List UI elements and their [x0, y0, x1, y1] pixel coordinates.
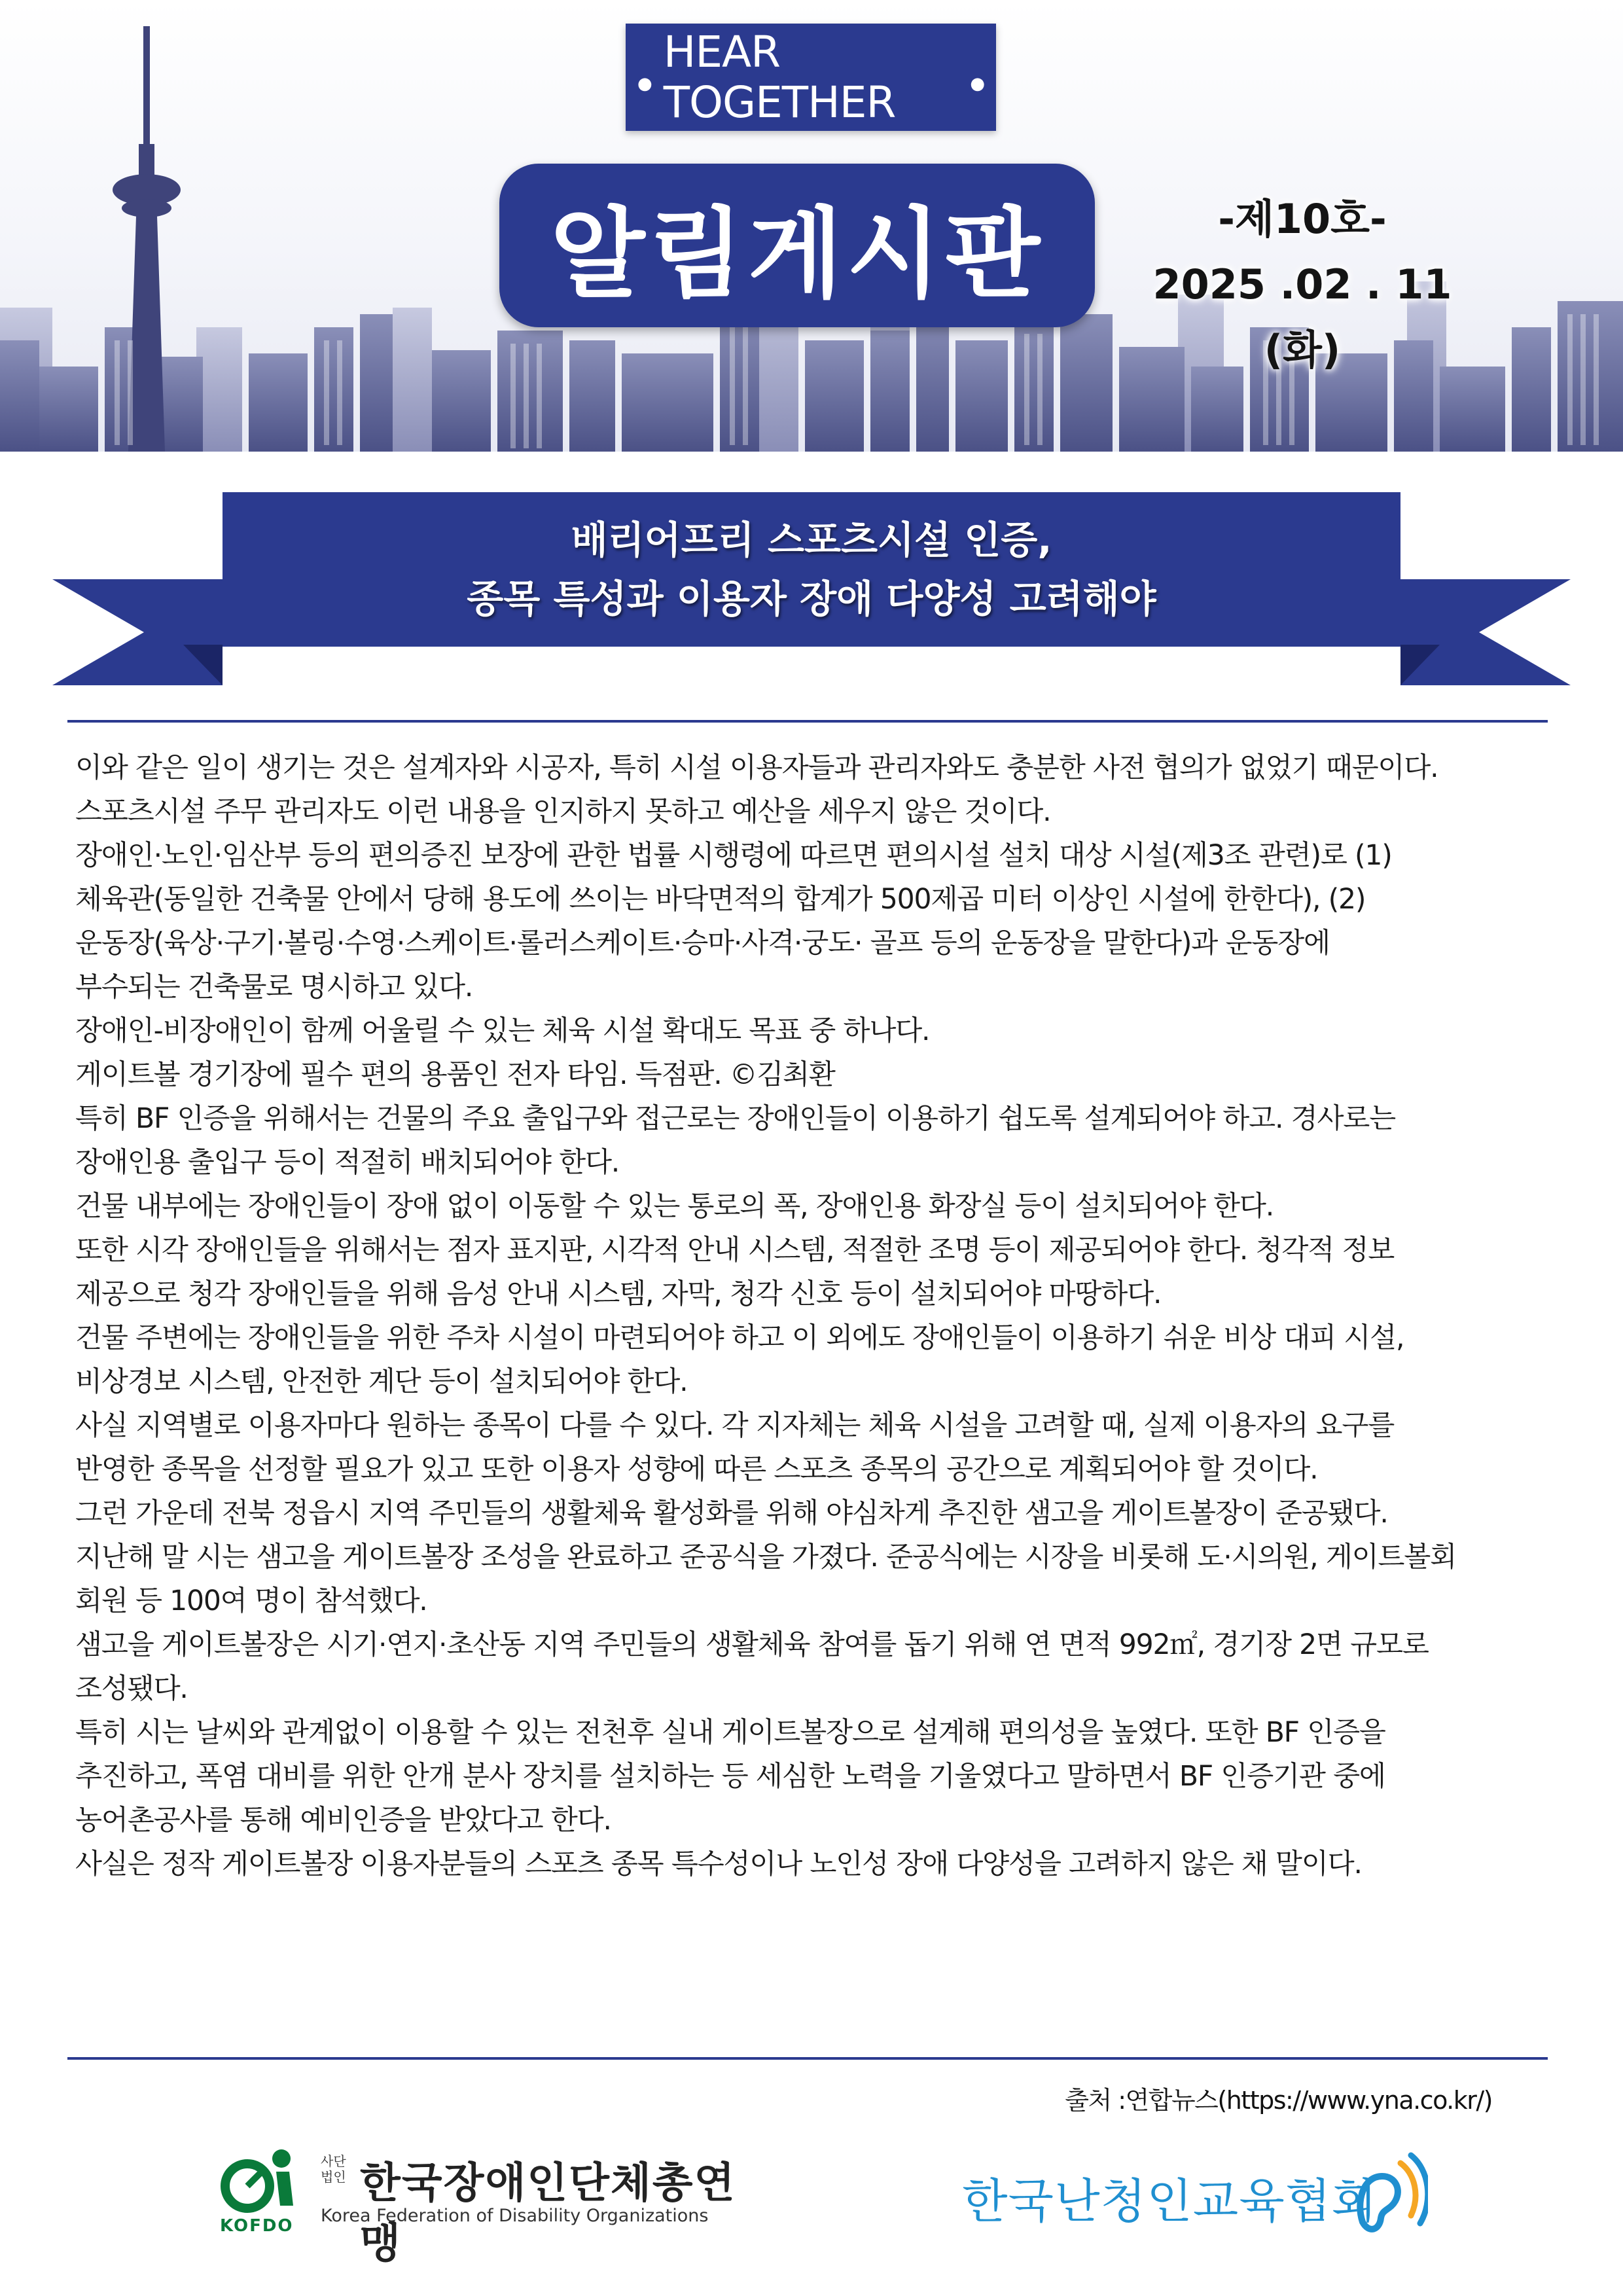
- body-line: 사실은 정작 게이트볼장 이용자분들의 스포츠 종목 특수성이나 노인성 장애 다양성을 고려하지 않은 채 말이다.: [75, 1848, 1362, 1880]
- body-line: 건물 주변에는 장애인들을 위한 주차 시설이 마련되어야 하고 이 외에도 장애인들이 이용하기 쉬운 비상 대피 시설,: [75, 1322, 1404, 1354]
- header: [0, 0, 1623, 452]
- body-line: 체육관(동일한 건축물 안에서 당해 용도에 쓰이는 바닥면적의 합계가 500제곱 미터 이상인 시설에 한한다), (2): [75, 884, 1366, 916]
- bottom-divider: [67, 2057, 1548, 2060]
- body-line: 특히 BF 인증을 위해서는 건물의 주요 출입구와 접근로는 장애인들이 이용하기 쉽도록 설계되어야 하고. 경사로는: [75, 1103, 1396, 1135]
- body-line: 스포츠시설 주무 관리자도 이런 내용을 인지하지 못하고 예산을 세우지 않은 것이다.: [75, 796, 1051, 828]
- body-line: 장애인·노인·임산부 등의 편의증진 보장에 관한 법률 시행령에 따르면 편의시설 설치 대상 시설(제3조 관련)로 (1): [75, 840, 1392, 872]
- body-line: 또한 시각 장애인들을 위해서는 점자 표지판, 시각적 안내 시스템, 적절한 조명 등이 제공되어야 한다. 청각적 정보: [75, 1234, 1395, 1266]
- body-line: 운동장(육상·구기·볼링·수영·스케이트·롤러스케이트·승마·사격·궁도· 골프 등의 운동장을 말한다)과 운동장에: [75, 927, 1330, 960]
- ear-icon: [1343, 2150, 1428, 2242]
- kofdo-logo: [216, 2140, 740, 2268]
- body-line: 농어촌공사를 통해 예비인증을 받았다고 한다.: [75, 1804, 611, 1837]
- issue-info: [1132, 187, 1472, 383]
- dot-left: ●: [637, 74, 652, 94]
- issue-date: 2025 .02 . 11 (화): [1152, 260, 1452, 374]
- body-line: 조성됐다.: [75, 1673, 188, 1705]
- body-line: 이와 같은 일이 생기는 것은 설계자와 시공자, 특히 시설 이용자들과 관리자와도 충분한 사전 협의가 없었기 때문이다.: [75, 752, 1438, 784]
- headline: [223, 492, 1400, 647]
- kofdo-name-en: Korea Federation of Disability Organizations: [321, 2206, 709, 2226]
- body-line: 건물 내부에는 장애인들이 장애 없이 이동할 수 있는 통로의 폭, 장애인용 화장실 등이 설치되어야 한다.: [75, 1191, 1274, 1223]
- body-line: 그런 가운데 전북 정읍시 지역 주민들의 생활체육 활성화를 위해 야심차게 추진한 샘고을 게이트볼장이 준공됐다.: [75, 1498, 1388, 1530]
- body-line: 반영한 종목을 선정할 필요가 있고 또한 이용자 성향에 따른 스포츠 종목의 공간으로 계획되어야 할 것이다.: [75, 1454, 1318, 1486]
- brand-banner: [626, 24, 996, 131]
- body-line: 부수되는 건축물로 명시하고 있다.: [75, 971, 473, 1003]
- brand-label: HEAR TOGETHER: [663, 27, 896, 128]
- kofdo-name-ko: 한국장애인단체총연맹: [360, 2159, 736, 2268]
- kofdo-tag-1: 사단: [321, 2153, 346, 2169]
- body-line: 특히 시는 날씨와 관계없이 이용할 수 있는 전천후 실내 게이트볼장으로 설계해 편의성을 높였다. 또한 BF 인증을: [75, 1717, 1385, 1749]
- kofdo-tag-2: 법인: [321, 2169, 346, 2185]
- kofdo-tag: [321, 2153, 346, 2185]
- article-body: [75, 746, 1561, 1886]
- body-line: 장애인-비장애인이 함께 어울릴 수 있는 체육 시설 확대도 목표 중 하나다.: [75, 1015, 930, 1047]
- body-line: 회원 등 100여 명이 참석했다.: [75, 1585, 427, 1617]
- headline-line-1: 배리어프리 스포츠시설 인증,: [571, 518, 1052, 562]
- top-divider: [67, 720, 1548, 723]
- body-line: 게이트볼 경기장에 필수 편의 용품인 전자 타임. 득점판. ©김최환: [75, 1059, 835, 1091]
- headline-line-2: 종목 특성과 이용자 장애 다양성 고려해야: [467, 577, 1156, 621]
- dot-right: ●: [970, 74, 984, 94]
- issue-number: -제10호-: [1218, 195, 1387, 243]
- body-line: 추진하고, 폭염 대비를 위한 안개 분사 장치를 설치하는 등 세심한 노력을 기울였다고 말하면서 BF 인증기관 중에: [75, 1761, 1385, 1793]
- body-line: 지난해 말 시는 샘고을 게이트볼장 조성을 완료하고 준공식을 가졌다. 준공식에는 시장을 비롯해 도·시의원, 게이트볼회: [75, 1541, 1456, 1573]
- page-title: 알림게시판: [499, 164, 1095, 327]
- source-credit: 출처 :연합뉴스(https://www.yna.co.kr/): [1065, 2086, 1492, 2115]
- body-line: 비상경보 시스템, 안전한 계단 등이 설치되어야 한다.: [75, 1366, 688, 1398]
- deaf-edu-logo: [962, 2150, 1433, 2242]
- body-line: 제공으로 청각 장애인들을 위해 음성 안내 시스템, 자막, 청각 신호 등이 설치되어야 마땅하다.: [75, 1278, 1162, 1310]
- body-line: 사실 지역별로 이용자마다 원하는 종목이 다를 수 있다. 각 지자체는 체육 시설을 고려할 때, 실제 이용자의 요구를: [75, 1410, 1395, 1442]
- kofdo-abbr: KOFDO: [220, 2216, 294, 2236]
- body-line: 장애인용 출입구 등이 적절히 배치되어야 한다.: [75, 1147, 620, 1179]
- deaf-edu-name: 한국난청인교육협회: [962, 2174, 1378, 2229]
- body-line: 샘고을 게이트볼장은 시기·연지·초산동 지역 주민들의 생활체육 참여를 돕기 위해 연 면적 992㎡, 경기장 2면 규모로: [75, 1629, 1429, 1661]
